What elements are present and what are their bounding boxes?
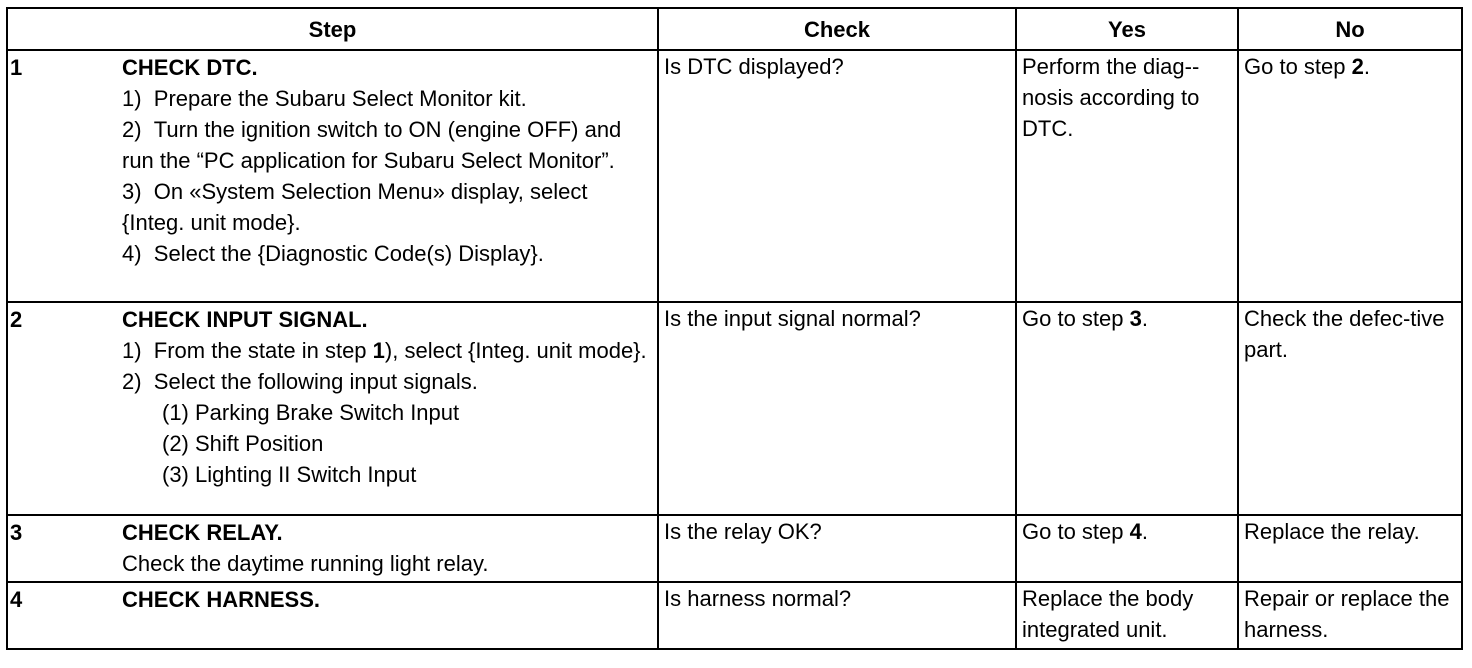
step-cell <box>7 50 658 302</box>
yes-cell: Perform the diag-nosis according to DTC. <box>1016 50 1238 302</box>
step-title: CHECK RELAY. <box>122 520 283 545</box>
table-row <box>7 302 1462 515</box>
step-cell <box>7 302 658 515</box>
step-instruction: 3) On «System Selection Menu» display, select {Integ. unit mode}. <box>122 179 588 235</box>
header-no: No <box>1238 8 1462 50</box>
table-row <box>7 515 1462 582</box>
diagnostic-table <box>6 7 1463 650</box>
step-instruction: 4) Select the {Diagnostic Code(s) Display}. <box>122 241 544 266</box>
header-row <box>7 8 1462 50</box>
step-reference: 2 <box>1351 54 1364 79</box>
step-instruction: Check the daytime running light relay. <box>122 551 489 576</box>
yes-text: Go to step <box>1022 519 1130 544</box>
step-title: CHECK HARNESS. <box>122 587 321 612</box>
no-cell: Check the defec-tive part. <box>1238 302 1462 515</box>
step-instruction: 2) Select the following input signals. <box>122 369 478 394</box>
step-reference: 1 <box>372 338 385 363</box>
check-cell: Is DTC displayed? <box>658 50 1016 302</box>
no-cell: Replace the relay. <box>1238 515 1462 582</box>
step-instruction <box>122 335 652 366</box>
step-reference: 3 <box>1129 306 1142 331</box>
header-step: Step <box>7 8 658 50</box>
step-instruction: 1) Prepare the Subaru Select Monitor kit. <box>122 86 527 111</box>
step-cell <box>7 582 658 649</box>
yes-text-suffix: . <box>1141 306 1148 331</box>
header-yes: Yes <box>1016 8 1238 50</box>
no-cell: Repair or replace the harness. <box>1238 582 1462 649</box>
step-cell <box>7 515 658 582</box>
step-number: 1 <box>10 55 23 80</box>
instruction-text: 1) From the state in step <box>122 338 373 363</box>
yes-text: Go to step <box>1022 306 1130 331</box>
step-number: 2 <box>10 307 23 332</box>
header-check: Check <box>658 8 1016 50</box>
step-instruction: 2) Turn the ignition switch to ON (engine OFF) and run the “PC application for Subaru Select Monitor”. <box>122 117 622 173</box>
check-cell: Is the input signal normal? <box>658 302 1016 515</box>
table-row <box>7 50 1462 302</box>
step-title: CHECK INPUT SIGNAL. <box>122 307 368 332</box>
no-text: Go to step <box>1244 54 1352 79</box>
no-cell <box>1238 50 1462 302</box>
sub-item: (1) Parking Brake Switch Input <box>162 400 460 425</box>
step-reference: 4 <box>1129 519 1142 544</box>
step-number: 3 <box>10 520 23 545</box>
no-text-suffix: . <box>1363 54 1370 79</box>
table-row <box>7 582 1462 649</box>
step-number: 4 <box>10 587 23 612</box>
step-title: CHECK DTC. <box>122 55 258 80</box>
yes-cell: Replace the body integrated unit. <box>1016 582 1238 649</box>
yes-cell <box>1016 302 1238 515</box>
yes-text-suffix: . <box>1141 519 1148 544</box>
instruction-text-suffix: ), select {Integ. unit mode}. <box>384 338 647 363</box>
check-cell: Is harness normal? <box>658 582 1016 649</box>
sub-item: (2) Shift Position <box>162 431 324 456</box>
check-cell: Is the relay OK? <box>658 515 1016 582</box>
yes-cell <box>1016 515 1238 582</box>
sub-item: (3) Lighting II Switch Input <box>162 462 417 487</box>
